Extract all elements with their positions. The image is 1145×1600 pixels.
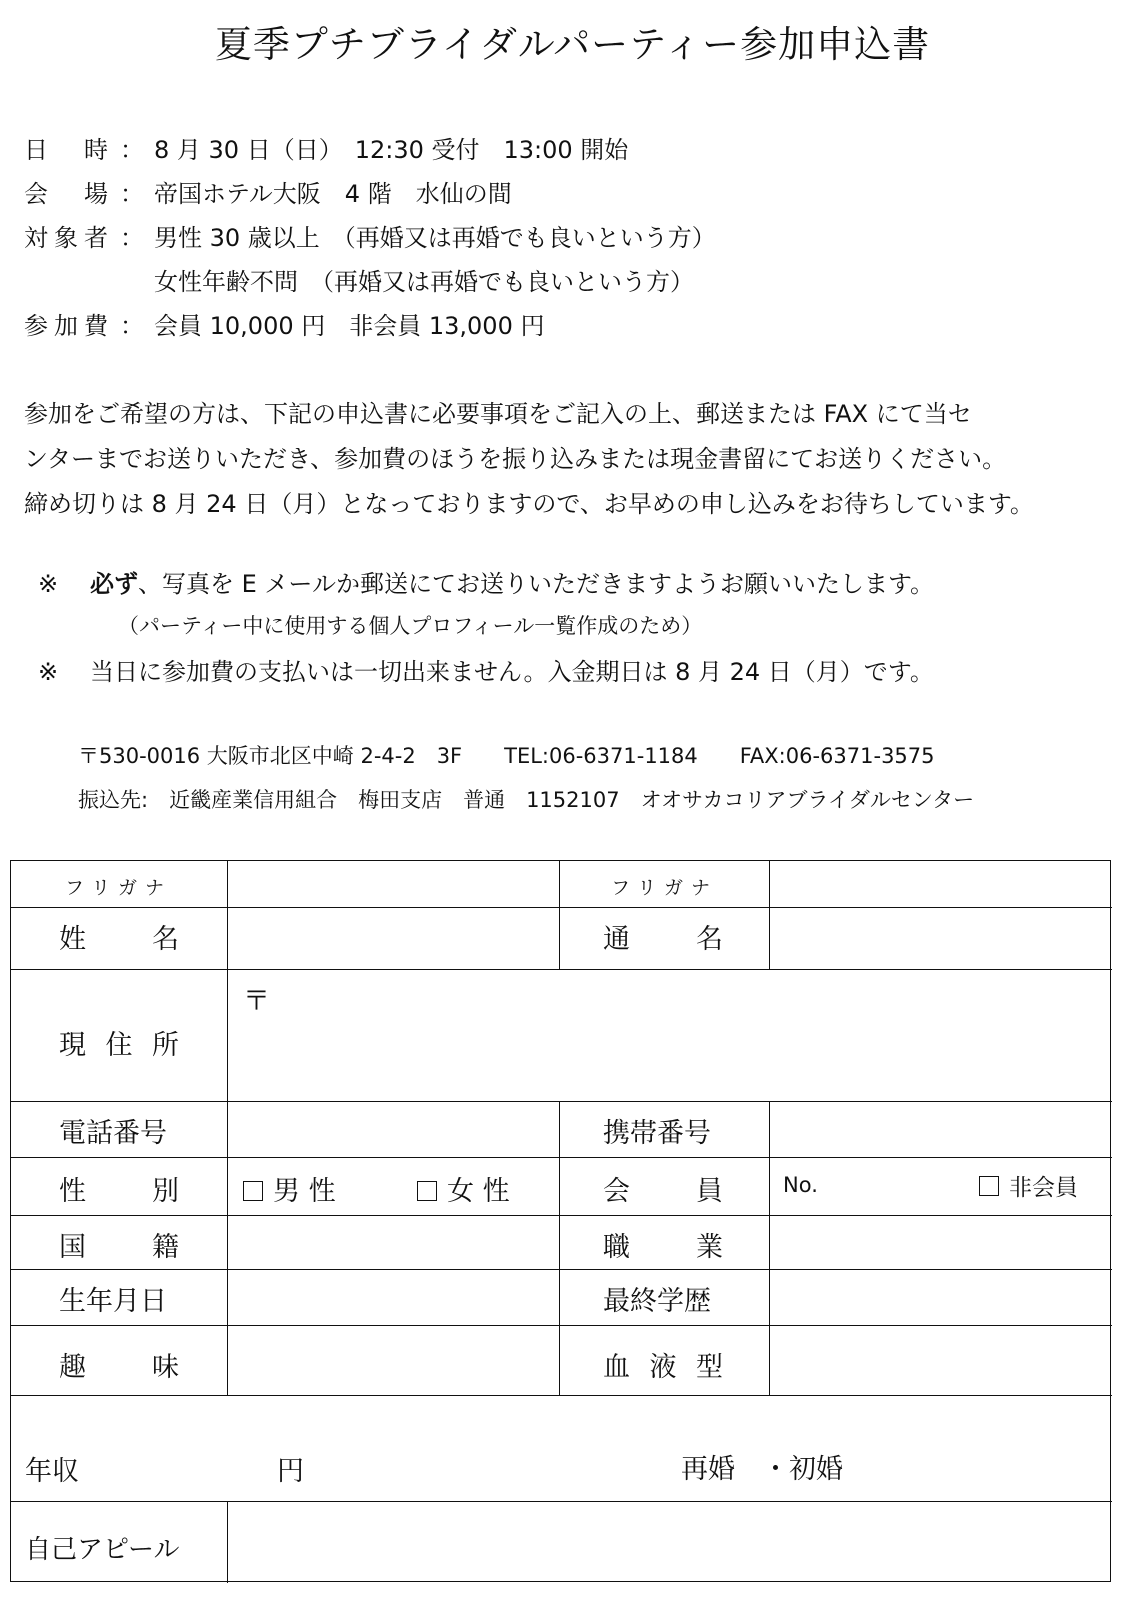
birthdate-label: 生年月日	[59, 1286, 167, 1317]
target-colon: ：	[120, 224, 144, 252]
gender-label: 性別	[59, 1176, 179, 1207]
self-pr-label: 自己アピール	[25, 1535, 180, 1565]
alias-label: 通名	[603, 924, 723, 955]
postal-mark: 〒	[243, 986, 270, 1017]
date-value: 8 月 30 日（日） 12:30 受付 13:00 開始	[154, 136, 629, 164]
self-pr-field[interactable]	[228, 1502, 1110, 1581]
page-title: 夏季プチブライダルパーティー参加申込書	[214, 23, 931, 66]
female-label: 女 性	[447, 1176, 510, 1207]
mobile-label: 携帯番号	[603, 1118, 711, 1149]
fee-value: 会員 10,000 円 非会員 13,000 円	[154, 312, 545, 340]
gender-female-option[interactable]	[417, 1169, 510, 1208]
note-mark: ※	[38, 658, 59, 686]
marriage-status[interactable]: 再婚 ・初婚	[681, 1454, 843, 1485]
alias-furigana-field[interactable]	[770, 861, 1110, 907]
note-photo-sub: （パーティー中に使用する個人プロフィール一覧作成のため）	[118, 614, 703, 638]
non-member-label: 非会員	[1009, 1175, 1078, 1201]
date-label: 日時	[24, 136, 108, 164]
hobby-field[interactable]	[228, 1326, 558, 1395]
gender-male-option[interactable]	[243, 1169, 336, 1208]
income-field[interactable]	[111, 1421, 271, 1485]
nationality-label: 国籍	[59, 1232, 179, 1263]
member-number-field[interactable]	[831, 1161, 971, 1209]
note-payment-text: 当日に参加費の支払いは一切出来ません。入金期日は 8 月 24 日（月）です。	[90, 658, 934, 686]
name-field[interactable]	[228, 908, 558, 969]
name-label: 姓名	[59, 924, 179, 955]
contact-address: 〒530-0016 大阪市北区中崎 2-4-2 3F TEL:06-6371-1184 FAX:06-6371-3575	[78, 744, 935, 768]
address-label: 現住所	[59, 1030, 179, 1061]
income-unit: 円	[277, 1456, 304, 1487]
target-label: 対象者	[24, 224, 108, 252]
education-label: 最終学歴	[603, 1286, 711, 1317]
name-furigana-field[interactable]	[228, 861, 558, 907]
application-form	[10, 860, 1111, 1582]
instruction-line: 締め切りは 8 月 24 日（月）となっておりますので、お早めの申し込みをお待ちしています。	[24, 490, 1034, 518]
nationality-field[interactable]	[228, 1216, 558, 1269]
fee-label: 参加費	[24, 312, 108, 340]
member-number-label: No.	[783, 1173, 818, 1197]
blood-type-label: 血液型	[603, 1352, 723, 1383]
address-field[interactable]	[228, 970, 1110, 1101]
furigana-label: フリガナ	[65, 877, 173, 899]
occupation-field[interactable]	[770, 1216, 1110, 1269]
venue-colon: ：	[120, 180, 144, 208]
note-photo-text: 、写真を E メールか郵送にてお送りいただきますようお願いいたします。	[138, 570, 935, 598]
instruction-line: ンターまでお送りいただき、参加費のほうを振り込みまたは現金書留にてお送りください。	[24, 445, 1007, 473]
income-label: 年収	[25, 1456, 79, 1487]
alias-furigana-label: フリガナ	[611, 877, 719, 899]
fee-colon: ：	[120, 312, 144, 340]
note-mark: ※	[38, 570, 59, 598]
target-value-2: 女性年齢不問 （再婚又は再婚でも良いという方）	[154, 268, 694, 296]
note-payment	[24, 652, 934, 687]
non-member-option[interactable]	[979, 1169, 1078, 1202]
bank-info: 振込先: 近畿産業信用組合 梅田支店 普通 1152107 オオサカコリアブライダルセンター	[78, 788, 975, 812]
birthdate-field[interactable]	[228, 1270, 558, 1325]
member-label: 会員	[603, 1176, 723, 1207]
male-label: 男 性	[273, 1176, 336, 1207]
female-checkbox[interactable]	[417, 1181, 437, 1201]
instruction-line: 参加をご希望の方は、下記の申込書に必要事項をご記入の上、郵送または FAX にて当セ	[24, 400, 972, 428]
mobile-field[interactable]	[770, 1102, 1110, 1157]
occupation-label: 職業	[603, 1232, 723, 1263]
hobby-label: 趣味	[59, 1352, 179, 1383]
phone-field[interactable]	[228, 1102, 558, 1157]
non-member-checkbox[interactable]	[979, 1176, 999, 1196]
note-emphasis: 必ず	[90, 570, 138, 598]
target-value: 男性 30 歳以上 （再婚又は再婚でも良いという方）	[154, 224, 716, 252]
date-colon: ：	[120, 136, 144, 164]
venue-label: 会場	[24, 180, 108, 208]
male-checkbox[interactable]	[243, 1181, 263, 1201]
education-field[interactable]	[770, 1270, 1110, 1325]
alias-field[interactable]	[770, 908, 1110, 969]
note-photo	[24, 564, 934, 599]
phone-label: 電話番号	[59, 1118, 167, 1149]
venue-value: 帝国ホテル大阪 4 階 水仙の間	[154, 180, 512, 208]
blood-type-field[interactable]	[770, 1326, 1110, 1395]
instructions-paragraph	[24, 392, 1134, 527]
